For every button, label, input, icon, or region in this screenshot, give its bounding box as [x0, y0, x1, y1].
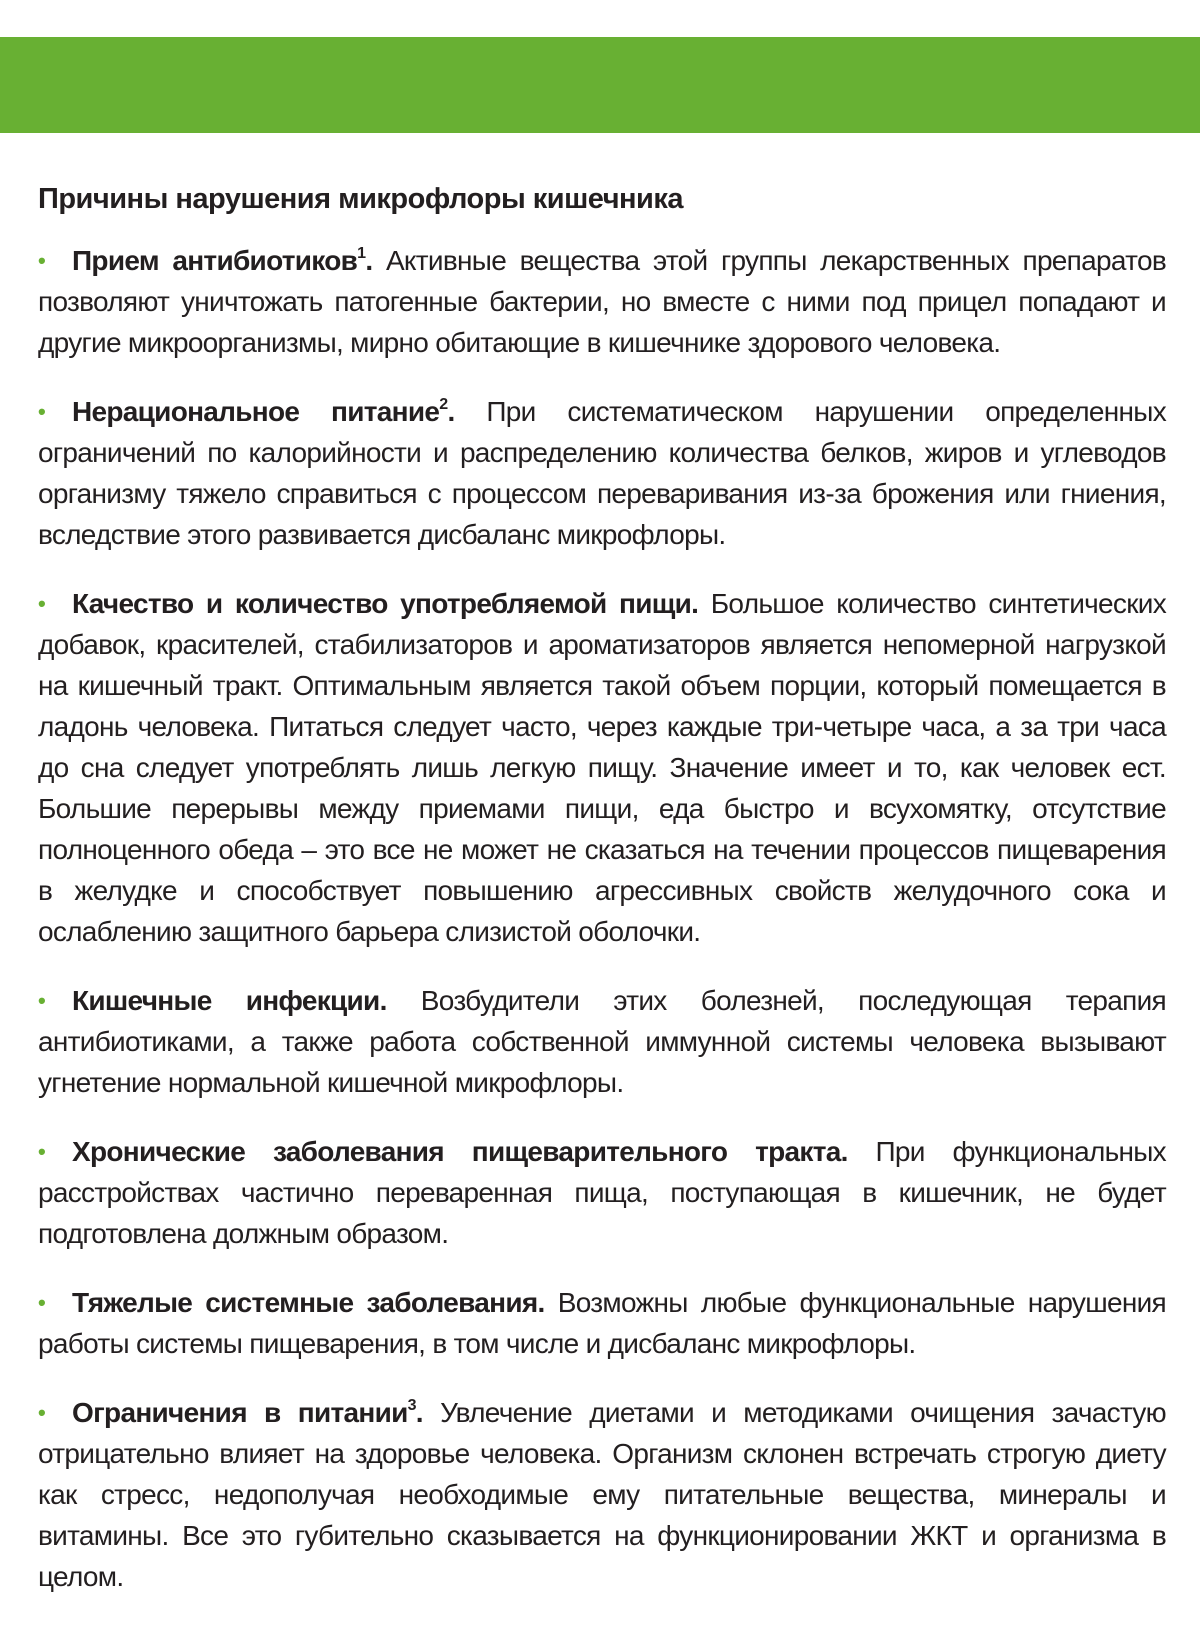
cause-item — [38, 1392, 1166, 1597]
footnote-ref: 3 — [407, 1397, 416, 1414]
cause-lead: Прием антибиотиков$^1$. — [72, 245, 373, 276]
cause-text: Возбудители этих болезней, последующая терапия антибиотиками, а также работа собственной иммунной системы человека вызывают угнетение нормальной кишечной микрофлоры. — [38, 985, 1166, 1098]
header-band — [0, 37, 1200, 133]
footnote-ref: 1 — [357, 245, 366, 262]
bullet-icon: • — [38, 248, 46, 273]
bullet-icon: • — [38, 1139, 46, 1164]
cause-lead: Нерациональное питание$^2$. — [72, 396, 455, 427]
bullet-icon: • — [38, 1290, 46, 1315]
article-body — [38, 180, 1166, 1625]
cause-text: Большое количество синтетических добавок, красителей, стабилизаторов и ароматизаторов является непомерной нагрузкой на кишечный тракт. Оптимальным является такой объем порции, который помещается в ладонь человека. Питаться следует часто, через каждые три-четыре часа, а за три часа до сна следует употреблять лишь легкую пищу. Значение имеет и то, как человек ест. Большие перерывы между приемами пищи, еда быстро и всухомятку, отсутствие полноценного обеда – это все не может не сказаться на течении процессов пищеварения в желудке и способствует повышению агрессивных свойств желудочного сока и ослаблению защитного барьера слизистой оболочки. — [38, 588, 1166, 947]
footnote-ref: 2 — [439, 396, 448, 413]
cause-lead: Хронические заболевания пищеварительного тракта. — [72, 1136, 848, 1167]
bullet-icon: • — [38, 988, 46, 1013]
bullet-icon: • — [38, 399, 46, 424]
cause-text: При систематическом нарушении определенных ограничений по калорийности и распределению количества белков, жиров и углеводов организму тяжело справиться с процессом переваривания из-за брожения или гниения, вследствие этого развивается дисбаланс микрофлоры. — [38, 396, 1167, 550]
cause-item — [38, 980, 1166, 1103]
cause-lead: Качество и количество употребляемой пищи. — [72, 588, 699, 619]
bullet-icon: • — [38, 591, 46, 616]
cause-text: При функциональных расстройствах частично переваренная пища, поступающая в кишечник, не будет подготовлена должным образом. — [38, 1136, 1166, 1249]
cause-item — [38, 1131, 1166, 1254]
cause-lead: Ограничения в питании$^3$. — [72, 1397, 423, 1428]
cause-item — [38, 1282, 1166, 1364]
cause-lead: Кишечные инфекции. — [72, 985, 387, 1016]
section-heading: Причины нарушения микрофлоры кишечника — [38, 183, 684, 215]
cause-item — [38, 583, 1166, 952]
cause-item — [38, 240, 1166, 363]
cause-item — [38, 391, 1166, 555]
bullet-icon: • — [38, 1400, 46, 1425]
cause-lead: Тяжелые системные заболевания. — [72, 1287, 545, 1318]
cause-text: Увлечение диетами и методиками очищения зачастую отрицательно влияет на здоровье человека. Организм склонен встречать строгую диету как стресс, недополучая необходимые ему питательные вещества, минералы и витамины. Все это губительно сказывается на функционировании ЖКТ и организма в целом. — [38, 1397, 1166, 1592]
cause-text: Возможны любые функциональные нарушения работы системы пищеварения, в том числе и дисбаланс микрофлоры. — [38, 1287, 1166, 1359]
cause-text: Активные вещества этой группы лекарственных препаратов позволяют уничтожать патогенные бактерии, но вместе с ними под прицел попадают и другие микроорганизмы, мирно обитающие в кишечнике здорового человека. — [38, 245, 1167, 358]
